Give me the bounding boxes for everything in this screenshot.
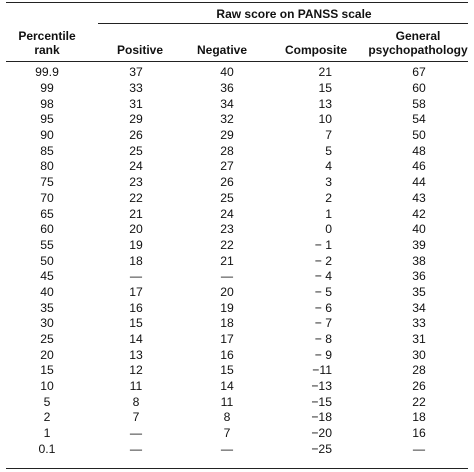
rank-cell: 0.1 (38, 441, 56, 456)
table-row (6, 206, 468, 222)
composite-cell: −25 (311, 441, 332, 456)
rank-cell: 98 (40, 96, 54, 111)
rank-cell: 75 (40, 175, 54, 190)
negative-cell: 27 (220, 159, 234, 174)
percentile-table (6, 65, 468, 457)
rank-cell: 1 (43, 426, 51, 441)
rank-cell: 85 (40, 143, 54, 158)
rank-cell: 99.9 (35, 65, 59, 80)
positive-cell: 18 (129, 253, 143, 268)
composite-cell: 15 (318, 81, 332, 96)
general-cell: 35 (412, 284, 426, 299)
rank-cell: 35 (40, 300, 54, 315)
table-row (6, 143, 468, 159)
rank-cell: 60 (40, 222, 54, 237)
header-negative: Negative (196, 43, 248, 57)
composite-cell: 0 (325, 222, 332, 237)
composite-cell: 7 (325, 128, 332, 143)
positive-cell: 14 (129, 332, 143, 347)
general-cell: 58 (412, 96, 426, 111)
general-cell: 28 (412, 363, 426, 378)
composite-cell: − 6 (314, 300, 332, 315)
header-rank-line2: rank (34, 43, 60, 57)
positive-cell: — (129, 426, 143, 441)
negative-cell: 14 (220, 379, 234, 394)
rank-cell: 90 (40, 128, 54, 143)
composite-cell: 13 (318, 96, 332, 111)
table-row (6, 442, 468, 458)
composite-cell: −13 (311, 379, 332, 394)
positive-cell: 11 (129, 379, 143, 394)
composite-cell: 3 (325, 175, 332, 190)
rank-cell: 65 (40, 206, 54, 221)
rank-cell: 40 (40, 284, 54, 299)
positive-cell: 8 (132, 394, 140, 409)
table-row (6, 269, 468, 285)
rank-cell: 30 (40, 316, 54, 331)
rank-cell: 10 (40, 379, 54, 394)
table-row (6, 222, 468, 238)
positive-cell: 22 (129, 190, 143, 205)
table-row (6, 394, 468, 410)
positive-cell: 20 (129, 222, 143, 237)
header-positive: Positive (116, 43, 164, 57)
positive-cell: 29 (129, 112, 143, 127)
negative-cell: 32 (220, 112, 234, 127)
negative-cell: 15 (220, 363, 234, 378)
table-row (6, 128, 468, 144)
rank-cell: 45 (40, 269, 54, 284)
table-row (6, 410, 468, 426)
negative-cell: 8 (223, 410, 231, 425)
negative-cell: 21 (220, 253, 234, 268)
positive-cell: 13 (129, 347, 143, 362)
negative-cell: 20 (220, 284, 234, 299)
general-cell: 54 (412, 112, 426, 127)
positive-cell: 17 (129, 284, 143, 299)
table-row (6, 285, 468, 301)
composite-cell: −15 (311, 394, 332, 409)
table-row (6, 81, 468, 97)
header-rule (6, 61, 468, 62)
table-row (6, 238, 468, 254)
negative-cell: 7 (223, 426, 231, 441)
negative-cell: 23 (220, 222, 234, 237)
rank-cell: 95 (40, 112, 54, 127)
table-body (6, 65, 468, 457)
positive-cell: 7 (132, 410, 140, 425)
general-cell: 43 (412, 190, 426, 205)
positive-cell: 24 (129, 159, 143, 174)
negative-cell: 28 (220, 143, 234, 158)
rank-cell: 70 (40, 190, 54, 205)
composite-cell: − 2 (314, 253, 332, 268)
composite-cell: − 9 (314, 347, 332, 362)
general-cell: 46 (412, 159, 426, 174)
composite-cell: −20 (311, 426, 332, 441)
table-row (6, 316, 468, 332)
rank-cell: 15 (40, 363, 54, 378)
rank-cell: 20 (40, 347, 54, 362)
negative-cell: — (220, 441, 234, 456)
table-row (6, 191, 468, 207)
negative-cell: 34 (220, 96, 234, 111)
rank-cell: 55 (40, 237, 54, 252)
spanner-rule (98, 23, 468, 24)
general-cell: 48 (412, 143, 426, 158)
general-cell: 42 (412, 206, 426, 221)
negative-cell: — (220, 269, 234, 284)
table-row (6, 363, 468, 379)
negative-cell: 19 (220, 300, 234, 315)
table-row (6, 300, 468, 316)
composite-cell: 10 (318, 112, 332, 127)
table-row (6, 379, 468, 395)
composite-cell: 1 (325, 206, 332, 221)
general-cell: 26 (412, 379, 426, 394)
top-rule (6, 2, 468, 3)
general-cell: 50 (412, 128, 426, 143)
composite-cell: − 5 (314, 284, 332, 299)
positive-cell: 25 (129, 143, 143, 158)
negative-cell: 22 (220, 237, 234, 252)
table-row (6, 253, 468, 269)
positive-cell: 21 (129, 206, 143, 221)
positive-cell: 26 (129, 128, 143, 143)
composite-cell: −18 (311, 410, 332, 425)
negative-cell: 17 (220, 332, 234, 347)
general-cell: 44 (412, 175, 426, 190)
general-cell: 39 (412, 237, 426, 252)
negative-cell: 16 (220, 347, 234, 362)
negative-cell: 24 (220, 206, 234, 221)
rank-cell: 80 (40, 159, 54, 174)
positive-cell: 15 (129, 316, 143, 331)
composite-cell: 21 (318, 65, 332, 80)
composite-cell: 2 (325, 190, 332, 205)
general-cell: 18 (412, 410, 426, 425)
general-cell: 16 (412, 426, 426, 441)
negative-cell: 18 (220, 316, 234, 331)
positive-cell: 31 (129, 96, 143, 111)
general-cell: 33 (412, 316, 426, 331)
negative-cell: 11 (220, 394, 234, 409)
table-row (6, 426, 468, 442)
positive-cell: 33 (129, 81, 143, 96)
general-cell: 38 (412, 253, 426, 268)
header-spanner: Raw score on PANSS scale (216, 7, 372, 21)
general-cell: 34 (412, 300, 426, 315)
header-composite: Composite (284, 43, 347, 57)
general-cell: 31 (412, 332, 426, 347)
positive-cell: 23 (129, 175, 143, 190)
general-cell: — (412, 441, 426, 456)
composite-cell: − 1 (314, 237, 332, 252)
general-cell: 40 (412, 222, 426, 237)
negative-cell: 40 (220, 65, 234, 80)
table-row (6, 96, 468, 112)
general-cell: 22 (412, 394, 426, 409)
table-row (6, 332, 468, 348)
table-row (6, 112, 468, 128)
positive-cell: 16 (129, 300, 143, 315)
header-general-line2: psychopathology (368, 43, 468, 57)
composite-cell: 5 (325, 143, 332, 158)
composite-cell: − 4 (314, 269, 332, 284)
table-row (6, 347, 468, 363)
bottom-rule (6, 468, 468, 469)
negative-cell: 26 (220, 175, 234, 190)
positive-cell: — (129, 269, 143, 284)
composite-cell: 4 (325, 159, 332, 174)
rank-cell: 5 (43, 394, 51, 409)
composite-cell: − 7 (314, 316, 332, 331)
rank-cell: 25 (40, 332, 54, 347)
rank-cell: 50 (40, 253, 54, 268)
general-cell: 67 (412, 65, 426, 80)
composite-cell: − 8 (314, 332, 332, 347)
table-row (6, 175, 468, 191)
positive-cell: 12 (129, 363, 143, 378)
negative-cell: 29 (220, 128, 234, 143)
general-cell: 30 (412, 347, 426, 362)
positive-cell: — (129, 441, 143, 456)
rank-cell: 99 (40, 81, 54, 96)
table-row (6, 159, 468, 175)
general-cell: 60 (412, 81, 426, 96)
general-cell: 36 (412, 269, 426, 284)
negative-cell: 36 (220, 81, 234, 96)
composite-cell: −11 (312, 363, 332, 378)
positive-cell: 19 (129, 237, 143, 252)
table-row (6, 65, 468, 81)
header-rank-line1: Percentile (18, 29, 76, 43)
negative-cell: 25 (220, 190, 234, 205)
rank-cell: 2 (43, 410, 51, 425)
header-general-line1: General (395, 29, 441, 43)
positive-cell: 37 (129, 65, 143, 80)
